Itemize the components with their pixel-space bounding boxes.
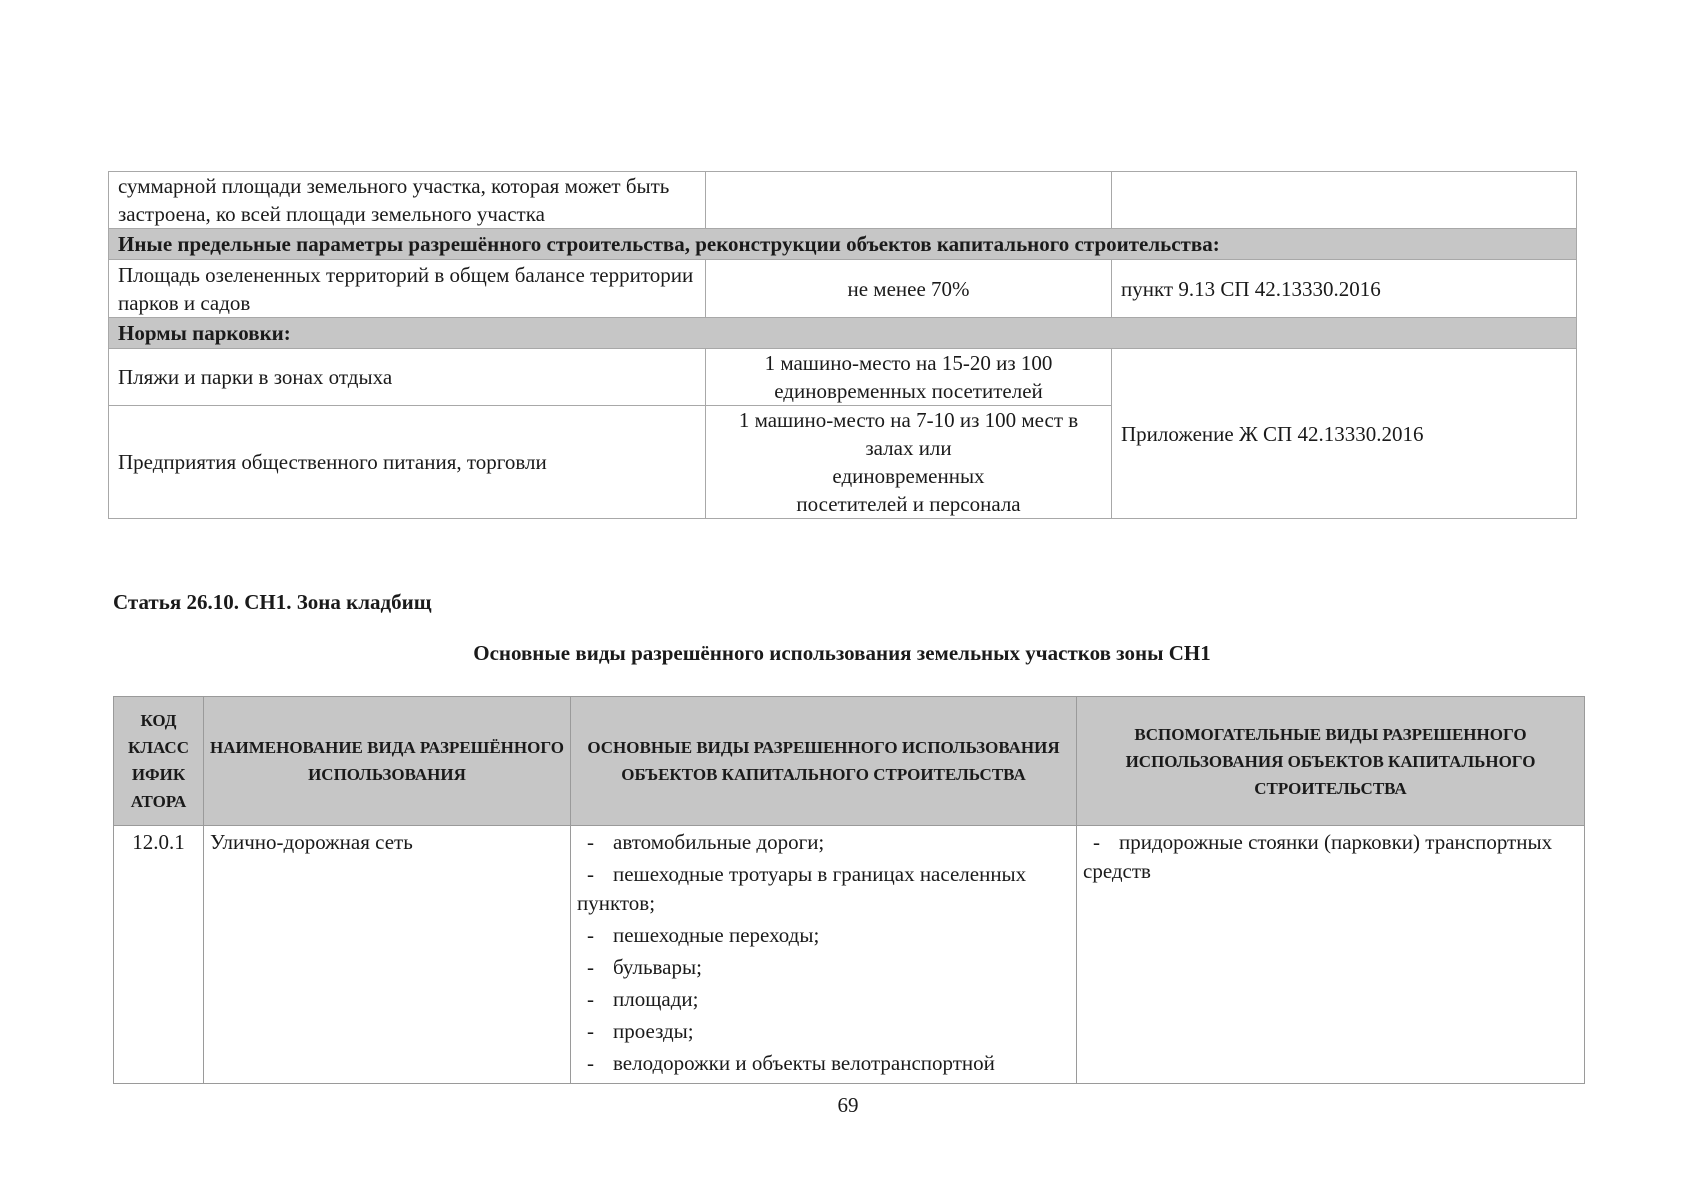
- param-value: не менее 70%: [706, 260, 1112, 318]
- section-header: Нормы парковки:: [109, 318, 1577, 349]
- param-value: 1 машино-место на 15-20 из 100 единовременных посетителей: [706, 349, 1112, 406]
- column-header-code: КОД КЛАСС ИФИК АТОРА: [114, 697, 204, 826]
- value-line: посетителей и персонала: [796, 492, 1021, 516]
- list-item: - площади;: [587, 987, 699, 1011]
- param-reference: [1112, 172, 1577, 229]
- list-item: - бульвары;: [587, 955, 702, 979]
- table-row: [109, 260, 1577, 318]
- list-item: - пешеходные переходы;: [587, 923, 820, 947]
- parameters-table: [108, 171, 1577, 519]
- article-title: Статья 26.10. СН1. Зона кладбищ: [113, 590, 432, 614]
- list-item: - придорожные стоянки (парковки) транспортных средств: [1083, 830, 1553, 883]
- table-row: [109, 349, 1577, 406]
- param-reference: пункт 9.13 СП 42.13330.2016: [1112, 260, 1577, 318]
- land-use-table: [113, 696, 1585, 1084]
- table-row: [114, 826, 1585, 1084]
- aux-uses-list: [1083, 828, 1578, 886]
- list-item: - проезды;: [587, 1019, 694, 1043]
- page-number: 69: [837, 1093, 859, 1117]
- classifier-code: 12.0.1: [114, 826, 204, 1084]
- param-name: Пляжи и парки в зонах отдыха: [109, 349, 706, 406]
- column-header-name: НАИМЕНОВАНИЕ ВИДА РАЗРЕШЁННОГО ИСПОЛЬЗОВАНИЯ: [204, 697, 571, 826]
- list-item: - пешеходные тротуары в границах населенных пунктов;: [577, 862, 1027, 915]
- main-uses: [571, 826, 1077, 1084]
- value-line: единовременных: [832, 464, 985, 488]
- section-header: Иные предельные параметры разрешённого строительства, реконструкции объектов капитального строительства:: [109, 229, 1577, 260]
- param-value: [706, 172, 1112, 229]
- list-item: - автомобильные дороги;: [587, 830, 825, 854]
- value-line: 1 машино-место на 7-10 из 100 мест в залах или: [738, 408, 1079, 460]
- list-item: - велодорожки и объекты велотранспортной: [587, 1051, 995, 1075]
- param-value: [706, 406, 1112, 519]
- table-row: [109, 172, 1577, 229]
- param-name: Предприятия общественного питания, торговли: [109, 406, 706, 519]
- main-uses-list: [577, 828, 1070, 1078]
- section-header-row: [109, 229, 1577, 260]
- table-header-row: [114, 697, 1585, 826]
- param-reference: Приложение Ж СП 42.13330.2016: [1112, 349, 1577, 519]
- column-header-aux: ВСПОМОГАТЕЛЬНЫЕ ВИДЫ РАЗРЕШЕННОГО ИСПОЛЬЗОВАНИЯ ОБЪЕКТОВ КАПИТАЛЬНОГО СТРОИТЕЛЬСТВА: [1077, 697, 1585, 826]
- use-name: Улично-дорожная сеть: [204, 826, 571, 1084]
- aux-uses: [1077, 826, 1585, 1084]
- section-header-row: [109, 318, 1577, 349]
- column-header-main: ОСНОВНЫЕ ВИДЫ РАЗРЕШЕННОГО ИСПОЛЬЗОВАНИЯ ОБЪЕКТОВ КАПИТАЛЬНОГО СТРОИТЕЛЬСТВА: [571, 697, 1077, 826]
- table-caption: Основные виды разрешённого использования земельных участков зоны СН1: [473, 641, 1211, 665]
- param-name: суммарной площади земельного участка, которая может быть застроена, ко всей площади земельного участка: [109, 172, 706, 229]
- param-name: Площадь озелененных территорий в общем балансе территории парков и садов: [109, 260, 706, 318]
